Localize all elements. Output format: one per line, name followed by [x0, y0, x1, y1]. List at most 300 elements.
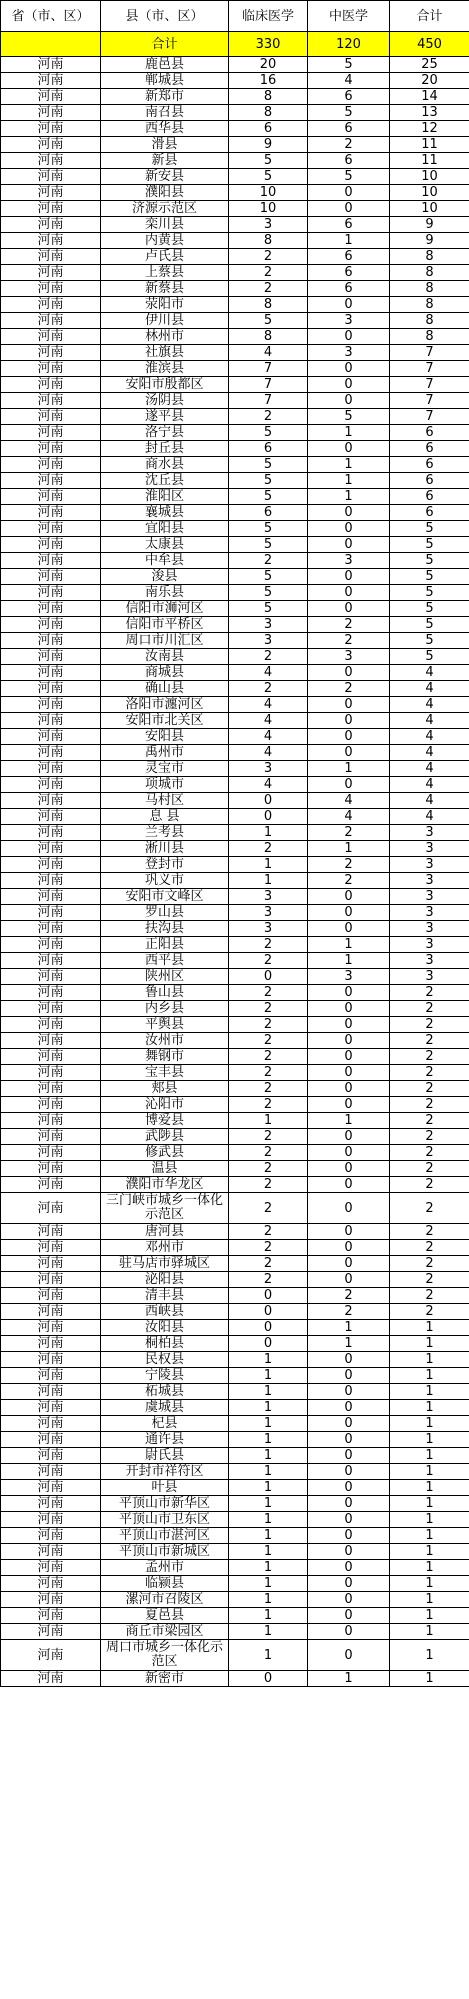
cell-tcm: 2: [308, 617, 390, 633]
cell-province: 河南: [1, 985, 101, 1001]
header-row: [1, 1, 469, 32]
table-row: [1, 745, 469, 761]
cell-county: 安阳市北关区: [101, 713, 229, 729]
table-row: [1, 1448, 469, 1464]
cell-tcm: 5: [308, 57, 390, 73]
cell-clinical: 1: [229, 1368, 308, 1384]
cell-county: 卢氏县: [101, 249, 229, 265]
cell-province: 河南: [1, 1240, 101, 1256]
cell-county: 郏县: [101, 1081, 229, 1097]
cell-province: 河南: [1, 473, 101, 489]
cell-clinical: 1: [229, 1416, 308, 1432]
cell-sum: 5: [390, 649, 469, 665]
table-row: [1, 697, 469, 713]
cell-tcm: 0: [308, 1097, 390, 1113]
cell-sum: 5: [390, 601, 469, 617]
cell-county: 罗山县: [101, 905, 229, 921]
cell-tcm: 0: [308, 1145, 390, 1161]
cell-sum: 4: [390, 713, 469, 729]
table-row: [1, 441, 469, 457]
cell-tcm: 0: [308, 745, 390, 761]
cell-sum: 8: [390, 281, 469, 297]
cell-county: 息 县: [101, 809, 229, 825]
cell-county: 杞县: [101, 1416, 229, 1432]
cell-sum: 1: [390, 1560, 469, 1576]
cell-sum: 6: [390, 457, 469, 473]
cell-sum: 9: [390, 217, 469, 233]
cell-tcm: 0: [308, 1640, 390, 1671]
cell-clinical: 0: [229, 1671, 308, 1687]
cell-tcm: 1: [308, 233, 390, 249]
cell-tcm: 0: [308, 1416, 390, 1432]
cell-tcm: 1: [308, 1671, 390, 1687]
cell-clinical: 10: [229, 185, 308, 201]
cell-clinical: 0: [229, 793, 308, 809]
cell-county: 淮滨县: [101, 361, 229, 377]
cell-sum: 7: [390, 345, 469, 361]
cell-clinical: 1: [229, 1384, 308, 1400]
table-row: [1, 1384, 469, 1400]
cell-sum: 4: [390, 665, 469, 681]
cell-clinical: 5: [229, 569, 308, 585]
cell-county: 兰考县: [101, 825, 229, 841]
cell-clinical: 9: [229, 137, 308, 153]
cell-tcm: 0: [308, 1224, 390, 1240]
cell-sum: 1: [390, 1576, 469, 1592]
cell-province: 河南: [1, 841, 101, 857]
cell-province: 河南: [1, 1161, 101, 1177]
cell-sum: 6: [390, 441, 469, 457]
cell-province: 河南: [1, 745, 101, 761]
cell-sum: 1: [390, 1528, 469, 1544]
cell-clinical: 2: [229, 937, 308, 953]
table-row: [1, 1097, 469, 1113]
cell-sum: 5: [390, 553, 469, 569]
cell-sum: 1: [390, 1512, 469, 1528]
cell-county: 栾川县: [101, 217, 229, 233]
cell-province: 河南: [1, 1097, 101, 1113]
cell-province: 河南: [1, 1368, 101, 1384]
cell-county: 内黄县: [101, 233, 229, 249]
cell-clinical: 2: [229, 1193, 308, 1224]
cell-clinical: 10: [229, 201, 308, 217]
cell-tcm: 1: [308, 425, 390, 441]
cell-county: 正阳县: [101, 937, 229, 953]
cell-county: 安阳市文峰区: [101, 889, 229, 905]
cell-county: 平顶山市新城区: [101, 1544, 229, 1560]
cell-county: 巩义市: [101, 873, 229, 889]
cell-county: 新郑市: [101, 89, 229, 105]
cell-clinical: 5: [229, 489, 308, 505]
cell-province: 河南: [1, 1496, 101, 1512]
cell-county: 禹州市: [101, 745, 229, 761]
table-row: [1, 553, 469, 569]
cell-sum: 1: [390, 1368, 469, 1384]
cell-clinical: 4: [229, 729, 308, 745]
cell-clinical: 1: [229, 1592, 308, 1608]
cell-clinical: 1: [229, 1576, 308, 1592]
cell-sum: 4: [390, 777, 469, 793]
cell-sum: 5: [390, 617, 469, 633]
cell-clinical: 4: [229, 665, 308, 681]
cell-clinical: 2: [229, 1049, 308, 1065]
table-row: [1, 1065, 469, 1081]
cell-tcm: 0: [308, 905, 390, 921]
cell-county: 清丰县: [101, 1288, 229, 1304]
cell-sum: 3: [390, 841, 469, 857]
cell-tcm: 0: [308, 297, 390, 313]
cell-tcm: 1: [308, 953, 390, 969]
cell-tcm: 5: [308, 409, 390, 425]
cell-county: 登封市: [101, 857, 229, 873]
cell-clinical: 1: [229, 1113, 308, 1129]
cell-province: 河南: [1, 1065, 101, 1081]
cell-county: 通许县: [101, 1432, 229, 1448]
cell-tcm: 3: [308, 649, 390, 665]
cell-province: 河南: [1, 233, 101, 249]
cell-tcm: 0: [308, 1528, 390, 1544]
table-row: [1, 905, 469, 921]
cell-clinical: 2: [229, 1272, 308, 1288]
cell-county: 项城市: [101, 777, 229, 793]
cell-clinical: 8: [229, 233, 308, 249]
cell-province: 河南: [1, 1336, 101, 1352]
cell-sum: 1: [390, 1592, 469, 1608]
cell-province: 河南: [1, 89, 101, 105]
cell-tcm: 0: [308, 665, 390, 681]
cell-sum: 8: [390, 265, 469, 281]
cell-province: 河南: [1, 1448, 101, 1464]
cell-clinical: 0: [229, 969, 308, 985]
table-row: [1, 1017, 469, 1033]
cell-county: 周口市川汇区: [101, 633, 229, 649]
cell-county: 舞钢市: [101, 1049, 229, 1065]
cell-county: 鲁山县: [101, 985, 229, 1001]
cell-tcm: 0: [308, 985, 390, 1001]
cell-province: 河南: [1, 1528, 101, 1544]
cell-tcm: 0: [308, 1512, 390, 1528]
table-row: [1, 1320, 469, 1336]
cell-sum: 2: [390, 1017, 469, 1033]
cell-province: 河南: [1, 969, 101, 985]
cell-clinical: 4: [229, 745, 308, 761]
cell-sum: 10: [390, 201, 469, 217]
cell-tcm: 2: [308, 1288, 390, 1304]
cell-county: 温县: [101, 1161, 229, 1177]
cell-clinical: 2: [229, 1224, 308, 1240]
cell-province: 河南: [1, 1081, 101, 1097]
cell-tcm: 0: [308, 329, 390, 345]
cell-clinical: 7: [229, 393, 308, 409]
total-empty-cell: [1, 32, 101, 57]
cell-county: 驻马店市驿城区: [101, 1256, 229, 1272]
cell-clinical: 3: [229, 889, 308, 905]
cell-sum: 1: [390, 1352, 469, 1368]
table-row: [1, 1592, 469, 1608]
cell-clinical: 2: [229, 553, 308, 569]
table-row: [1, 985, 469, 1001]
table-row: [1, 617, 469, 633]
cell-sum: 20: [390, 73, 469, 89]
cell-county: 邓州市: [101, 1240, 229, 1256]
cell-sum: 1: [390, 1496, 469, 1512]
table-row: [1, 921, 469, 937]
cell-clinical: 3: [229, 761, 308, 777]
table-row: [1, 361, 469, 377]
cell-clinical: 5: [229, 313, 308, 329]
cell-county: 南召县: [101, 105, 229, 121]
cell-tcm: 0: [308, 729, 390, 745]
cell-sum: 5: [390, 537, 469, 553]
cell-province: 河南: [1, 1432, 101, 1448]
cell-tcm: 2: [308, 1304, 390, 1320]
cell-clinical: 1: [229, 857, 308, 873]
table-row: [1, 1304, 469, 1320]
table-row: [1, 473, 469, 489]
cell-county: 宜阳县: [101, 521, 229, 537]
cell-county: 社旗县: [101, 345, 229, 361]
cell-tcm: 0: [308, 1560, 390, 1576]
table-row: [1, 73, 469, 89]
cell-clinical: 5: [229, 425, 308, 441]
cell-sum: 5: [390, 585, 469, 601]
cell-clinical: 5: [229, 537, 308, 553]
cell-sum: 3: [390, 921, 469, 937]
cell-county: 尉氏县: [101, 1448, 229, 1464]
cell-province: 河南: [1, 1224, 101, 1240]
table-row: [1, 1352, 469, 1368]
cell-county: 南乐县: [101, 585, 229, 601]
cell-province: 河南: [1, 1017, 101, 1033]
cell-tcm: 0: [308, 1544, 390, 1560]
cell-tcm: 0: [308, 393, 390, 409]
cell-sum: 2: [390, 1065, 469, 1081]
cell-tcm: 0: [308, 1017, 390, 1033]
cell-province: 河南: [1, 1352, 101, 1368]
cell-province: 河南: [1, 1288, 101, 1304]
cell-sum: 4: [390, 697, 469, 713]
cell-tcm: 0: [308, 1400, 390, 1416]
cell-county: 郸城县: [101, 73, 229, 89]
table-row: [1, 1049, 469, 1065]
cell-province: 河南: [1, 713, 101, 729]
table-row: [1, 1576, 469, 1592]
cell-province: 河南: [1, 729, 101, 745]
cell-tcm: 0: [308, 537, 390, 553]
cell-tcm: 3: [308, 313, 390, 329]
cell-clinical: 1: [229, 825, 308, 841]
cell-sum: 1: [390, 1400, 469, 1416]
cell-county: 修武县: [101, 1145, 229, 1161]
cell-sum: 13: [390, 105, 469, 121]
cell-province: 河南: [1, 105, 101, 121]
cell-tcm: 0: [308, 1608, 390, 1624]
cell-tcm: 0: [308, 441, 390, 457]
cell-clinical: 4: [229, 697, 308, 713]
cell-sum: 8: [390, 313, 469, 329]
cell-province: 河南: [1, 441, 101, 457]
cell-tcm: 0: [308, 1065, 390, 1081]
cell-sum: 4: [390, 729, 469, 745]
cell-clinical: 0: [229, 1336, 308, 1352]
total-label: 合计: [101, 32, 229, 57]
table-row: [1, 1416, 469, 1432]
cell-sum: 3: [390, 969, 469, 985]
table-row: [1, 873, 469, 889]
cell-clinical: 1: [229, 1512, 308, 1528]
table-row: [1, 1177, 469, 1193]
cell-sum: 7: [390, 393, 469, 409]
table-row: [1, 505, 469, 521]
cell-province: 河南: [1, 281, 101, 297]
cell-province: 河南: [1, 425, 101, 441]
cell-sum: 4: [390, 745, 469, 761]
cell-tcm: 1: [308, 937, 390, 953]
cell-tcm: 4: [308, 809, 390, 825]
header-total: 合计: [390, 1, 469, 32]
cell-province: 河南: [1, 761, 101, 777]
cell-province: 河南: [1, 857, 101, 873]
cell-sum: 7: [390, 409, 469, 425]
cell-province: 河南: [1, 409, 101, 425]
cell-county: 新安县: [101, 169, 229, 185]
cell-county: 开封市祥符区: [101, 1464, 229, 1480]
cell-county: 商丘市梁园区: [101, 1624, 229, 1640]
cell-tcm: 2: [308, 857, 390, 873]
cell-clinical: 2: [229, 1145, 308, 1161]
cell-province: 河南: [1, 1272, 101, 1288]
cell-province: 河南: [1, 905, 101, 921]
total-tcm: 120: [308, 32, 390, 57]
cell-tcm: 6: [308, 153, 390, 169]
cell-province: 河南: [1, 1624, 101, 1640]
cell-tcm: 6: [308, 265, 390, 281]
table-row: [1, 1368, 469, 1384]
table-row: [1, 1464, 469, 1480]
table-row: [1, 633, 469, 649]
table-row: [1, 489, 469, 505]
cell-tcm: 2: [308, 137, 390, 153]
cell-province: 河南: [1, 249, 101, 265]
cell-county: 新密市: [101, 1671, 229, 1687]
cell-clinical: 4: [229, 777, 308, 793]
cell-county: 商水县: [101, 457, 229, 473]
cell-sum: 6: [390, 425, 469, 441]
cell-county: 沁阳市: [101, 1097, 229, 1113]
header-county: 县（市、区）: [101, 1, 229, 32]
cell-county: 西华县: [101, 121, 229, 137]
cell-tcm: 6: [308, 249, 390, 265]
cell-county: 扶沟县: [101, 921, 229, 937]
cell-county: 沈丘县: [101, 473, 229, 489]
cell-province: 河南: [1, 185, 101, 201]
cell-province: 河南: [1, 521, 101, 537]
cell-province: 河南: [1, 921, 101, 937]
table-row: [1, 1272, 469, 1288]
cell-sum: 3: [390, 937, 469, 953]
cell-sum: 2: [390, 1081, 469, 1097]
cell-tcm: 0: [308, 361, 390, 377]
table-row: [1, 1288, 469, 1304]
table-row: [1, 1624, 469, 1640]
cell-clinical: 1: [229, 1352, 308, 1368]
table-row: [1, 809, 469, 825]
cell-clinical: 0: [229, 809, 308, 825]
table-row: [1, 249, 469, 265]
cell-clinical: 2: [229, 281, 308, 297]
cell-county: 临颍县: [101, 1576, 229, 1592]
table-row: [1, 281, 469, 297]
table-row: [1, 1081, 469, 1097]
table-row: [1, 729, 469, 745]
table-row: [1, 1145, 469, 1161]
cell-clinical: 1: [229, 1496, 308, 1512]
table-row: [1, 1161, 469, 1177]
cell-clinical: 7: [229, 361, 308, 377]
cell-county: 唐河县: [101, 1224, 229, 1240]
cell-tcm: 0: [308, 1432, 390, 1448]
cell-clinical: 2: [229, 681, 308, 697]
table-row: [1, 953, 469, 969]
cell-sum: 1: [390, 1384, 469, 1400]
cell-county: 伊川县: [101, 313, 229, 329]
table-row: [1, 297, 469, 313]
cell-clinical: 5: [229, 585, 308, 601]
table-row: [1, 1336, 469, 1352]
cell-tcm: 1: [308, 473, 390, 489]
cell-province: 河南: [1, 601, 101, 617]
cell-sum: 4: [390, 681, 469, 697]
cell-sum: 4: [390, 809, 469, 825]
cell-province: 河南: [1, 361, 101, 377]
cell-tcm: 0: [308, 713, 390, 729]
cell-sum: 8: [390, 329, 469, 345]
cell-county: 洛宁县: [101, 425, 229, 441]
cell-province: 河南: [1, 649, 101, 665]
cell-clinical: 20: [229, 57, 308, 73]
table-row: [1, 137, 469, 153]
cell-sum: 2: [390, 1288, 469, 1304]
cell-province: 河南: [1, 873, 101, 889]
cell-tcm: 0: [308, 601, 390, 617]
cell-county: 平顶山市卫东区: [101, 1512, 229, 1528]
cell-county: 汝阳县: [101, 1320, 229, 1336]
cell-province: 河南: [1, 777, 101, 793]
table-row: [1, 313, 469, 329]
cell-county: 滑县: [101, 137, 229, 153]
cell-county: 信阳市浉河区: [101, 601, 229, 617]
cell-tcm: 0: [308, 1033, 390, 1049]
cell-province: 河南: [1, 1320, 101, 1336]
cell-county: 内乡县: [101, 1001, 229, 1017]
cell-sum: 2: [390, 1113, 469, 1129]
cell-tcm: 6: [308, 281, 390, 297]
table-row: [1, 1113, 469, 1129]
cell-clinical: 0: [229, 1288, 308, 1304]
cell-sum: 2: [390, 985, 469, 1001]
cell-tcm: 0: [308, 1384, 390, 1400]
cell-sum: 2: [390, 1129, 469, 1145]
cell-sum: 6: [390, 489, 469, 505]
table-row: [1, 393, 469, 409]
cell-tcm: 0: [308, 1272, 390, 1288]
cell-sum: 6: [390, 473, 469, 489]
cell-tcm: 1: [308, 761, 390, 777]
cell-sum: 14: [390, 89, 469, 105]
cell-province: 河南: [1, 1464, 101, 1480]
cell-county: 新蔡县: [101, 281, 229, 297]
table-row: [1, 777, 469, 793]
